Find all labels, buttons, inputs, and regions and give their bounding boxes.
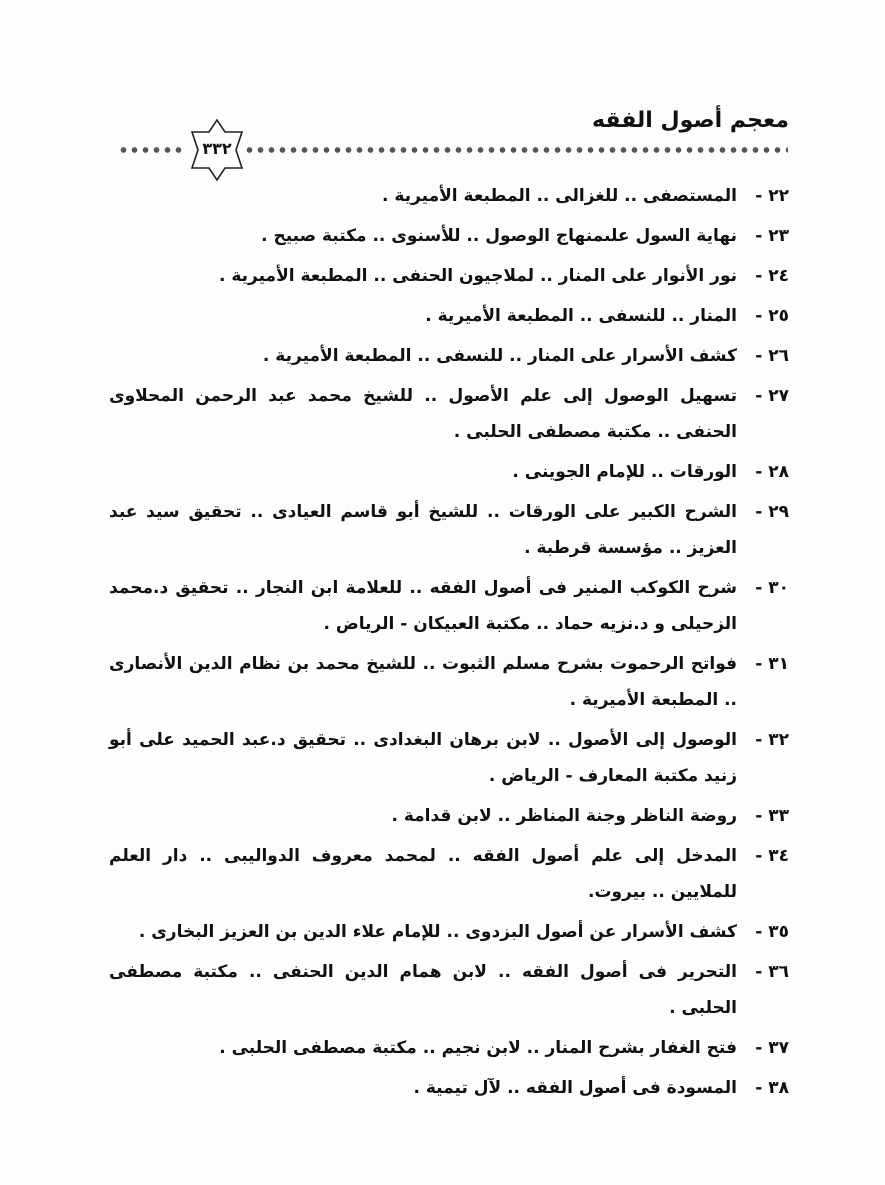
list-item (109, 570, 789, 642)
entry-text: فواتح الرحموت بشرح مسلم الثبوت .. للشيخ محمد بن نظام الدين الأنصارى .. المطبعة الأميرية . (109, 654, 737, 710)
list-item (109, 178, 789, 214)
entry-number: ٢٧ - (755, 386, 789, 406)
list-item (109, 378, 789, 450)
entry-number: ٢٢ - (755, 186, 789, 206)
entry-number: ٢٤ - (755, 266, 789, 286)
entry-text: نهاية السول علىمنهاج الوصول .. للأسنوى .. مكتبة صبيح . (261, 226, 737, 246)
entry-text: المستصفى .. للغزالى .. المطبعة الأميرية . (382, 186, 737, 206)
entry-text: كشف الأسرار عن أصول البزدوى .. للإمام علاء الدين بن العزيز البخارى . (138, 922, 737, 942)
page-number: ٣٣٢ (202, 139, 232, 158)
ornament-dots-left (118, 143, 186, 157)
entry-text: الورقات .. للإمام الجوينى . (512, 462, 737, 482)
list-item (109, 338, 789, 374)
entry-text: فتح الغفار بشرح المنار .. لابن نجيم .. مكتبة مصطفى الحلبى . (219, 1038, 737, 1058)
entry-text: روضة الناظر وجنة المناظر .. لابن قدامة . (391, 806, 737, 826)
entry-number: ٣١ - (755, 654, 789, 674)
list-item (109, 454, 789, 490)
entry-text: الوصول إلى الأصول .. لابن برهان البغدادى .. تحقيق د.عبد الحميد على أبو زنيد مكتبة المعارف - الرياض . (109, 730, 737, 786)
entry-number: ٣٧ - (755, 1038, 789, 1058)
entry-text: الشرح الكبير على الورقات .. للشيخ أبو قاسم العيادى .. تحقيق سيد عبد العزيز .. مؤسسة قرطبة . (109, 502, 737, 558)
running-title: معجم أصول الفقه (592, 108, 789, 133)
list-item (109, 258, 789, 294)
entry-number: ٢٥ - (755, 306, 789, 326)
header-ornament (118, 137, 788, 165)
entry-number: ٢٨ - (755, 462, 789, 482)
list-item (109, 1030, 789, 1066)
entry-text: المدخل إلى علم أصول الفقه .. لمحمد معروف الدواليبى .. دار العلم للملايين .. بيروت. (109, 846, 737, 902)
list-item (109, 1070, 789, 1106)
entry-number: ٢٦ - (755, 346, 789, 366)
list-item (109, 646, 789, 718)
page-number-star (190, 119, 244, 181)
entry-number: ٣٥ - (755, 922, 789, 942)
list-item (109, 914, 789, 950)
entry-text: التحرير فى أصول الفقه .. لابن همام الدين الحنفى .. مكتبة مصطفى الحلبى . (109, 962, 737, 1018)
list-item (109, 218, 789, 254)
entry-text: تسهيل الوصول إلى علم الأصول .. للشيخ محمد عبد الرحمن المحلاوى الحنفى .. مكتبة مصطفى الحلبى . (109, 386, 737, 442)
entry-number: ٢٣ - (755, 226, 789, 246)
ornament-dots-right (244, 143, 788, 157)
entry-number: ٣٠ - (755, 578, 789, 598)
entry-text: المنار .. للنسفى .. المطبعة الأميرية . (425, 306, 737, 326)
entry-text: نور الأنوار على المنار .. لملاجيون الحنفى .. المطبعة الأميرية . (218, 266, 737, 286)
entry-number: ٣٤ - (755, 846, 789, 866)
entry-text: المسودة فى أصول الفقه .. لآل تيمية . (413, 1078, 737, 1098)
entry-text: شرح الكوكب المنير فى أصول الفقه .. للعلامة ابن النجار .. تحقيق د.محمد الزحيلى و د.نزيه حماد .. مكتبة العبيكان - الرياض . (109, 578, 737, 634)
list-item (109, 722, 789, 794)
bibliography-list (109, 178, 789, 1110)
entry-number: ٣٦ - (755, 962, 789, 982)
entry-number: ٣٨ - (755, 1078, 789, 1098)
list-item (109, 954, 789, 1026)
list-item (109, 798, 789, 834)
entry-number: ٢٩ - (755, 502, 789, 522)
list-item (109, 494, 789, 566)
list-item (109, 298, 789, 334)
entry-text: كشف الأسرار على المنار .. للنسفى .. المطبعة الأميرية . (262, 346, 737, 366)
entry-number: ٣٣ - (755, 806, 789, 826)
list-item (109, 838, 789, 910)
entry-number: ٣٢ - (755, 730, 789, 750)
